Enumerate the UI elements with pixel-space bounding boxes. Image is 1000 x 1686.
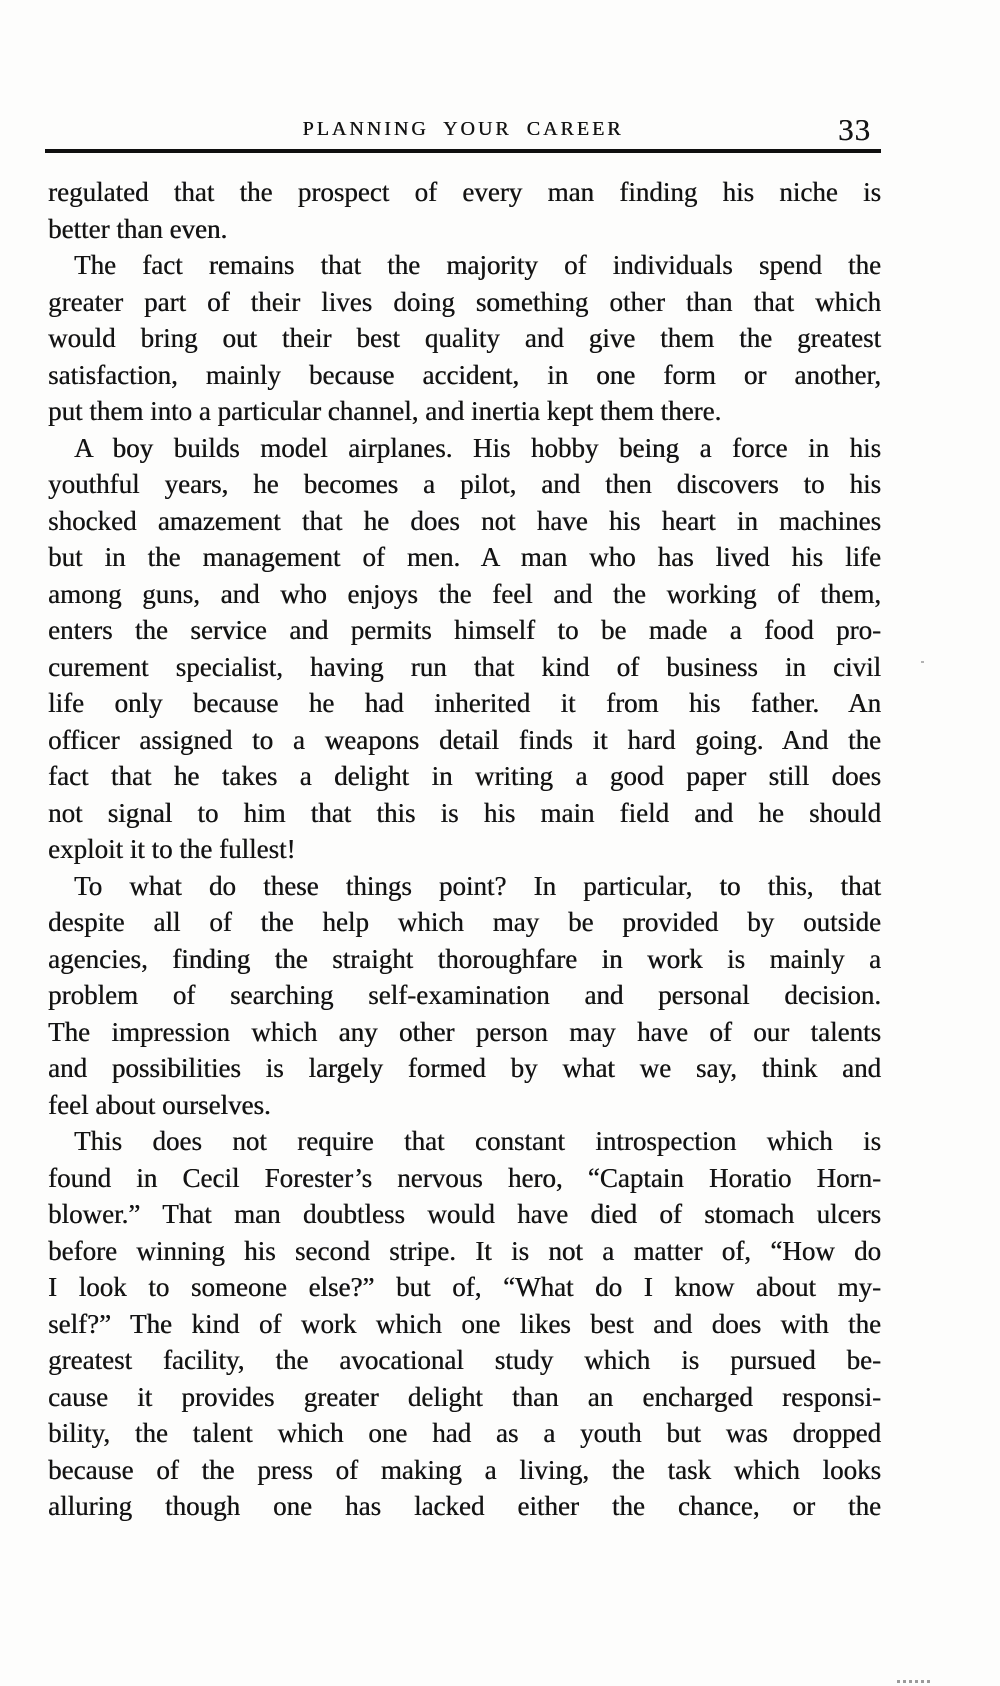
- text-line: fact that he takes a delight in writing a good paper still does: [48, 761, 881, 791]
- text-line: bility, the talent which one had as a youth but was dropped: [48, 1418, 881, 1448]
- paragraph: [48, 174, 881, 247]
- text-line: but in the management of men. A man who has lived his life: [48, 542, 881, 572]
- text-line: The fact remains that the majority of individuals spend the: [74, 250, 881, 280]
- text-line: before winning his second stripe. It is not a matter of, “How do: [48, 1235, 881, 1266]
- text-line: officer assigned to a weapons detail finds it hard going. And the: [48, 724, 881, 755]
- scan-artifact-speck: [921, 661, 924, 663]
- text-line: feel about ourselves.: [48, 1089, 271, 1120]
- text-line: among guns, and who enjoys the feel and the working of them,: [48, 578, 881, 609]
- text-line: To what do these things point? In particular, to this, that: [74, 870, 881, 901]
- text-line: problem of searching self-examination and personal decision.: [48, 980, 881, 1010]
- text-line: satisfaction, mainly because accident, in one form or another,: [48, 359, 881, 390]
- text-line: This does not require that constant introspection which is: [74, 1126, 881, 1156]
- text-line: because of the press of making a living, the task which looks: [48, 1454, 881, 1485]
- text-line: life only because he had inherited it from his father. An: [48, 688, 881, 718]
- text-line: enters the service and permits himself to be made a food pro-: [48, 615, 881, 645]
- text-line: youthful years, he becomes a pilot, and then discovers to his: [48, 469, 881, 499]
- text-line: I look to someone else?” but of, “What do I know about my-: [48, 1272, 881, 1302]
- text-line: curement specialist, having run that kind of business in civil: [48, 651, 881, 682]
- running-header: [45, 0, 881, 149]
- text-line: shocked amazement that he does not have his heart in machines: [48, 505, 881, 536]
- scan-artifact-dotted-line: [897, 1680, 933, 1683]
- text-line: blower.” That man doubtless would have died of stomach ulcers: [48, 1199, 881, 1229]
- paragraph: [48, 430, 881, 868]
- text-line: greatest facility, the avocational study which is pursued be-: [48, 1345, 881, 1375]
- text-line: better than even.: [48, 213, 228, 244]
- text-line: The impression which any other person may have of our talents: [48, 1016, 881, 1047]
- text-line: self?” The kind of work which one likes best and does with the: [48, 1308, 881, 1339]
- text-line: regulated that the prospect of every man finding his niche is: [48, 177, 881, 207]
- text-line: alluring though one has lacked either the chance, or the: [48, 1491, 881, 1521]
- paragraph: [48, 1123, 881, 1525]
- text-line: found in Cecil Forester’s nervous hero, “Captain Horatio Horn-: [48, 1162, 881, 1193]
- header-rule: [45, 149, 881, 153]
- page-number: 33: [838, 112, 871, 147]
- text-line: greater part of their lives doing something other than that which: [48, 286, 881, 317]
- text-line: cause it provides greater delight than an encharged responsi-: [48, 1381, 881, 1412]
- text-line: A boy builds model airplanes. His hobby being a force in his: [74, 432, 881, 463]
- paragraph: [48, 247, 881, 430]
- paragraph: [48, 868, 881, 1124]
- text-line: exploit it to the fullest!: [48, 834, 296, 864]
- text-line: and possibilities is largely formed by what we say, think and: [48, 1053, 881, 1083]
- text-line: not signal to him that this is his main field and he should: [48, 797, 881, 828]
- text-line: would bring out their best quality and give them the greatest: [48, 323, 881, 353]
- text-line: put them into a particular channel, and inertia kept them there.: [48, 396, 722, 426]
- page-title: PLANNING YOUR CAREER: [302, 118, 624, 140]
- text-line: despite all of the help which may be provided by outside: [48, 907, 881, 937]
- body-text: [48, 174, 881, 1525]
- text-line: agencies, finding the straight thoroughfare in work is mainly a: [48, 943, 881, 974]
